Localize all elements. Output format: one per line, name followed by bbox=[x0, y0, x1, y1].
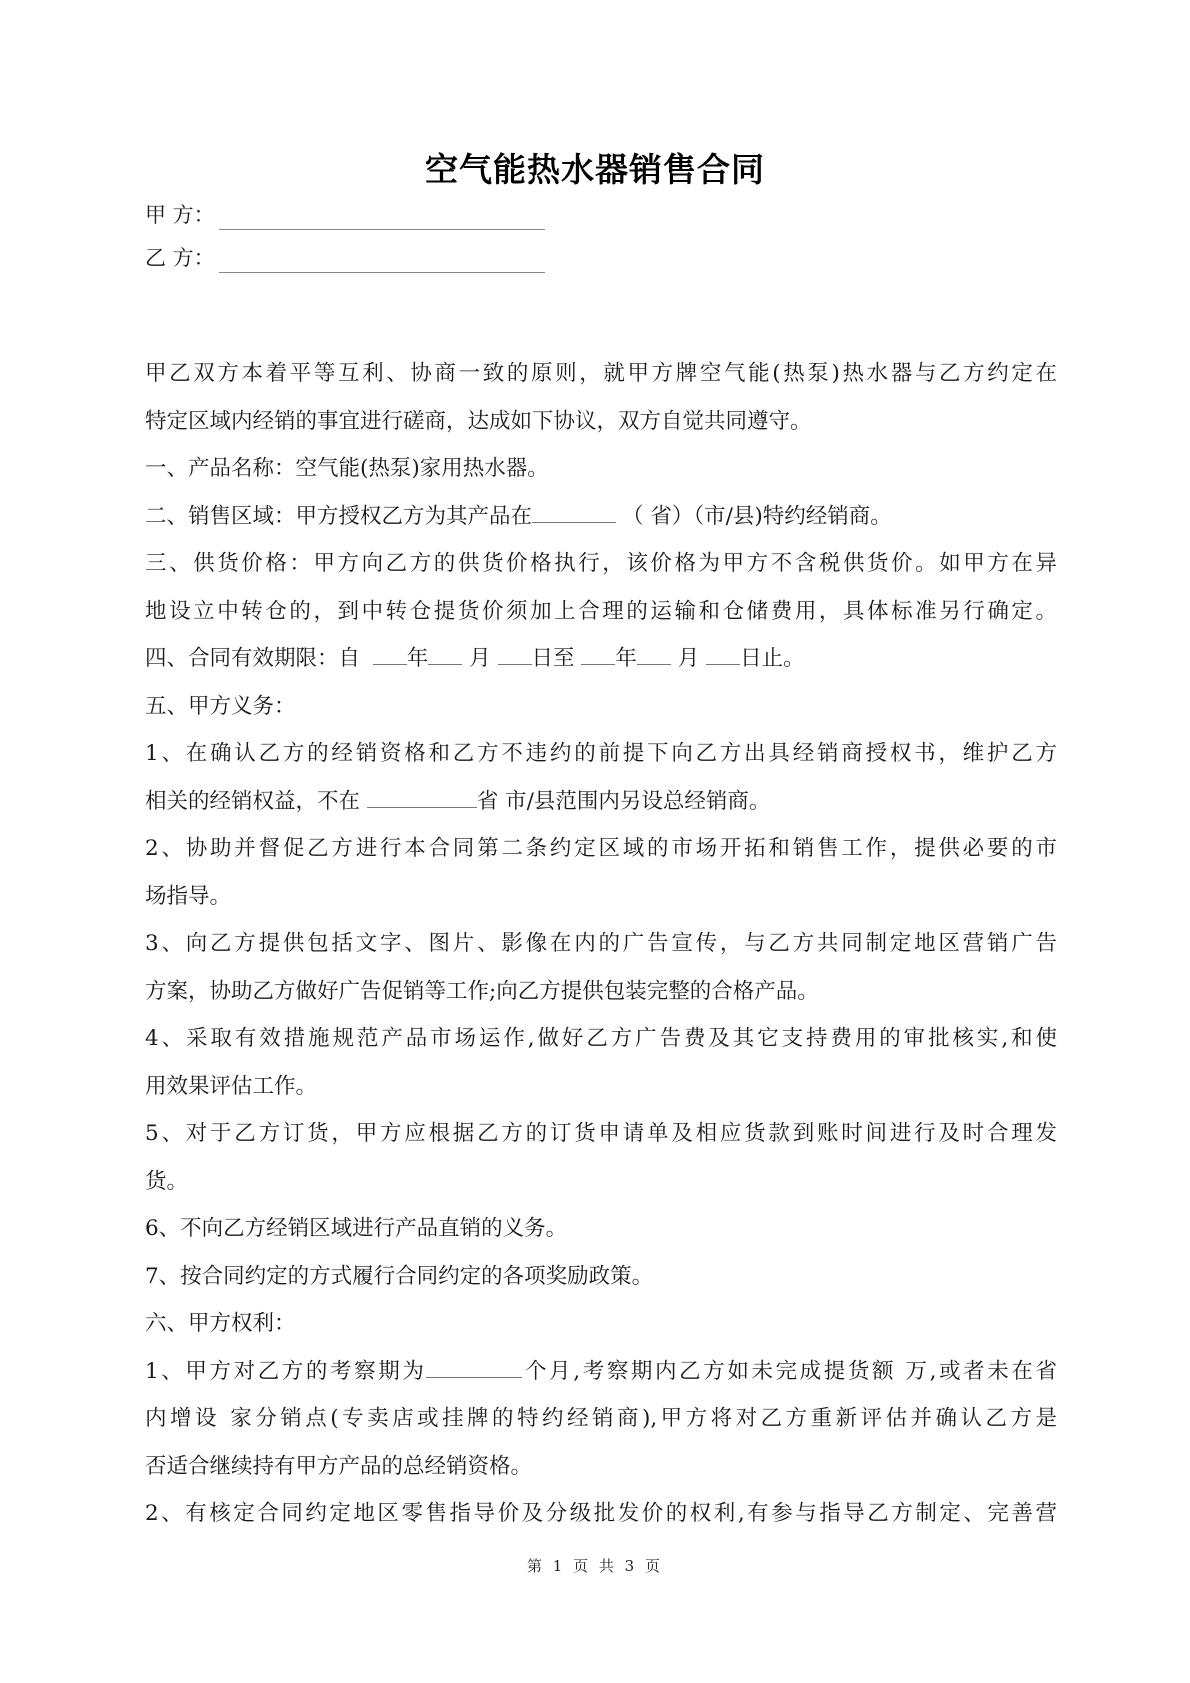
clause-2-sales-region: 二、销售区域：甲方授权乙方为其产品在 （ 省）（市/县)特约经销商。 bbox=[145, 503, 892, 529]
clause-1-product-name: 一、产品名称：空气能(热泵)家用热水器。 bbox=[145, 456, 549, 481]
clause-5-item-5-line-2: 货。 bbox=[145, 1168, 189, 1194]
clause-5-item-5-line-1: 5、对于乙方订货，甲方应根据乙方的订货申请单及相应货款到账时间进行及时合理发 bbox=[145, 1121, 1057, 1146]
clause-5-item-1-line-2: 相关的经销权益，不在 省 市/县范围内另设总经销商。 bbox=[145, 788, 771, 814]
clause-5-item-6: 6、不向乙方经销区域进行产品直销的义务。 bbox=[145, 1216, 568, 1241]
clause-6-item-1-line-2: 内增设 家分销点(专卖店或挂牌的特约经销商),甲方将对乙方重新评估并确认乙方是 bbox=[145, 1406, 1057, 1431]
clause-6-item-2-line-1: 2、有核定合同约定地区零售指导价及分级批发价的权利,有参与指导乙方制定、完善营 bbox=[145, 1501, 1057, 1526]
party-b-field bbox=[145, 243, 545, 273]
document-title: 空气能热水器销售合同 bbox=[425, 150, 765, 189]
clause-6-heading: 六、甲方权利： bbox=[145, 1311, 296, 1336]
party-a-label: 甲 方： bbox=[145, 203, 215, 227]
party-a-blank bbox=[219, 205, 545, 230]
end-year-blank bbox=[581, 644, 615, 665]
clause-5-item-3-line-1: 3、向乙方提供包括文字、图片、影像在内的广告宣传，与乙方共同制定地区营销广告 bbox=[145, 931, 1057, 956]
start-year-blank bbox=[373, 644, 407, 665]
party-a-field bbox=[145, 200, 545, 230]
clause-5-item-3-line-2: 方案，协助乙方做好广告促销等工作;向乙方提供包装完整的合格产品。 bbox=[145, 978, 819, 1004]
clause-5-item-2-line-2: 场指导。 bbox=[145, 883, 232, 909]
clause-5-item-2-line-1: 2、协助并督促乙方进行本合同第二条约定区域的市场开拓和销售工作，提供必要的市 bbox=[145, 836, 1057, 861]
region-blank bbox=[532, 502, 616, 523]
clause-3-price-line-1: 三、供货价格：甲方向乙方的供货价格执行，该价格为甲方不含税供货价。如甲方在异 bbox=[145, 551, 1057, 576]
clause-5-item-4-line-1: 4、采取有效措施规范产品市场运作,做好乙方广告费及其它支持费用的审批核实,和使 bbox=[145, 1026, 1057, 1051]
clause-5-item-1-line-1: 1、在确认乙方的经销资格和乙方不违约的前提下向乙方出具经销商授权书，维护乙方 bbox=[145, 741, 1057, 766]
review-period-blank bbox=[426, 1357, 522, 1378]
contract-body bbox=[145, 350, 1057, 1538]
clause-4-validity: 四、合同有效期限：自 年 月 日至 年 月 日止。 bbox=[145, 646, 805, 671]
party-b-blank bbox=[219, 248, 545, 273]
end-day-blank bbox=[706, 644, 740, 665]
page-number-footer: 第 1 页 共 3 页 bbox=[527, 1557, 663, 1575]
end-month-blank bbox=[637, 644, 671, 665]
clause-5-heading: 五、甲方义务： bbox=[145, 693, 296, 719]
clause-3-price-line-2: 地设立中转仓的，到中转仓提货价须加上合理的运输和仓储费用，具体标准另行确定。 bbox=[145, 598, 1057, 624]
clause-5-item-7: 7、按合同约定的方式履行合同约定的各项奖励政策。 bbox=[145, 1263, 654, 1289]
party-b-label: 乙 方： bbox=[145, 246, 215, 270]
preamble-line-1: 甲乙双方本着平等互利、协商一致的原则，就甲方牌空气能(热泵)热水器与乙方约定在 bbox=[145, 361, 1057, 386]
preamble-line-2: 特定区域内经销的事宜进行磋商，达成如下协议，双方自觉共同遵守。 bbox=[145, 408, 812, 434]
start-day-blank bbox=[498, 644, 532, 665]
clause-5-item-4-line-2: 用效果评估工作。 bbox=[145, 1073, 318, 1099]
clause-6-item-1-line-3: 否适合继续持有甲方产品的总经销资格。 bbox=[145, 1453, 533, 1479]
start-month-blank bbox=[428, 644, 462, 665]
clause-6-item-1-line-1: 1、甲方对乙方的考察期为 个月,考察期内乙方如未完成提货额 万,或者未在省 bbox=[145, 1358, 1057, 1384]
province-blank bbox=[367, 787, 477, 808]
